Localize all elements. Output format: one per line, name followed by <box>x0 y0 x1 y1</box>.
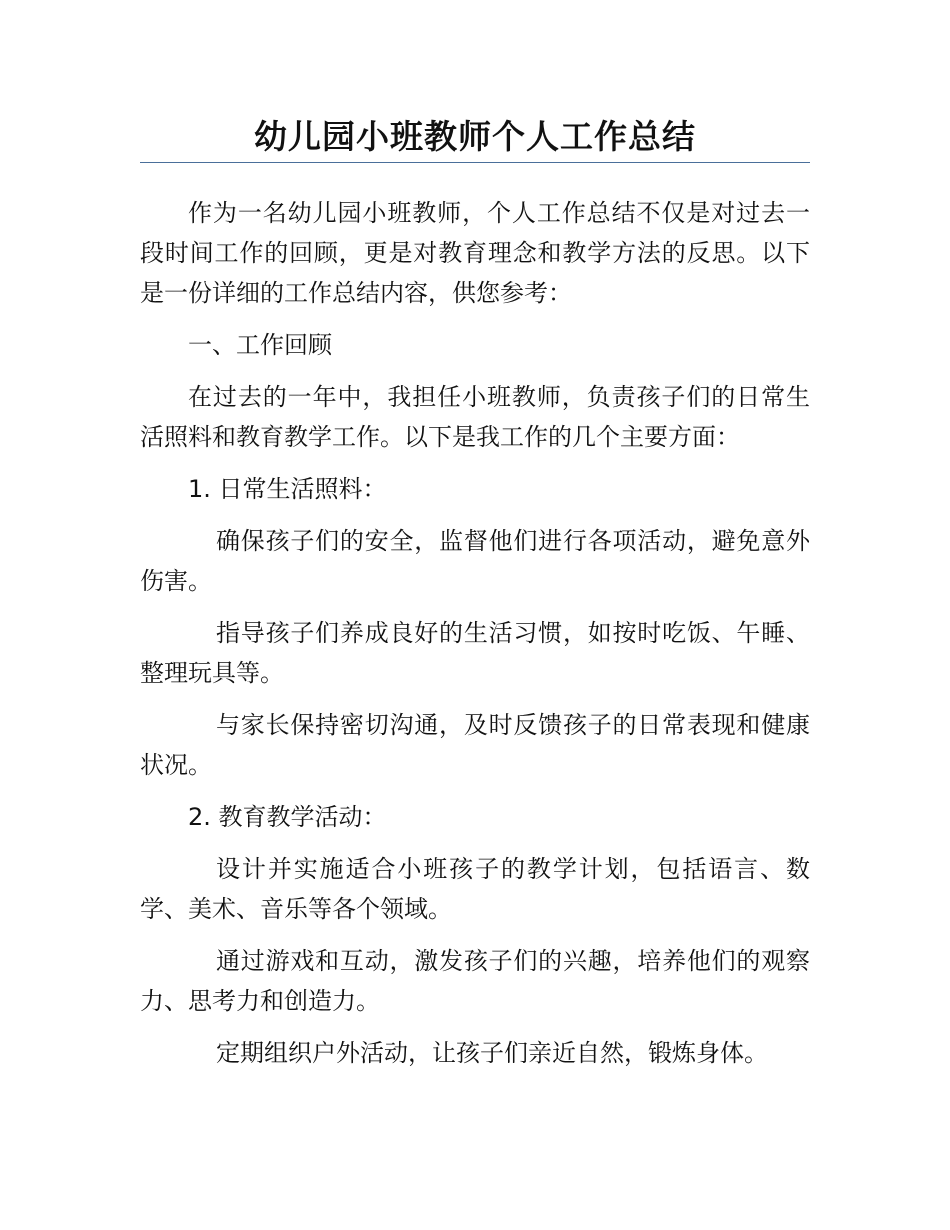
document-title: 幼儿园小班教师个人工作总结 <box>254 117 696 156</box>
teaching-item-games: 通过游戏和互动，激发孩子们的兴趣，培养他们的观察力、思考力和创造力。 <box>140 947 810 1015</box>
daily-care-item-safety: 确保孩子们的安全，监督他们进行各项活动，避免意外伤害。 <box>140 527 810 595</box>
intro-paragraph: 作为一名幼儿园小班教师，个人工作总结不仅是对过去一段时间工作的回顾，更是对教育理念和教学方法的反思。以下是一份详细的工作总结内容，供您参考： <box>140 199 810 307</box>
title-divider <box>140 162 810 163</box>
daily-care-item-parents: 与家长保持密切沟通，及时反馈孩子的日常表现和健康状况。 <box>140 711 810 779</box>
teaching-item-outdoor: 定期组织户外活动，让孩子们亲近自然，锻炼身体。 <box>216 1039 768 1067</box>
teaching-item-plan: 设计并实施适合小班孩子的教学计划，包括语言、数学、美术、音乐等各个领域。 <box>140 855 810 923</box>
document-body <box>140 193 810 1085</box>
review-paragraph: 在过去的一年中，我担任小班教师，负责孩子们的日常生活照料和教育教学工作。以下是我工作的几个主要方面： <box>140 383 810 451</box>
list-heading-daily-care: 1. 日常生活照料： <box>188 475 387 503</box>
section-heading-review: 一、工作回顾 <box>188 331 332 359</box>
list-heading-teaching: 2. 教育教学活动： <box>188 803 387 831</box>
daily-care-item-habits: 指导孩子们养成良好的生活习惯，如按时吃饭、午睡、整理玩具等。 <box>140 619 810 687</box>
